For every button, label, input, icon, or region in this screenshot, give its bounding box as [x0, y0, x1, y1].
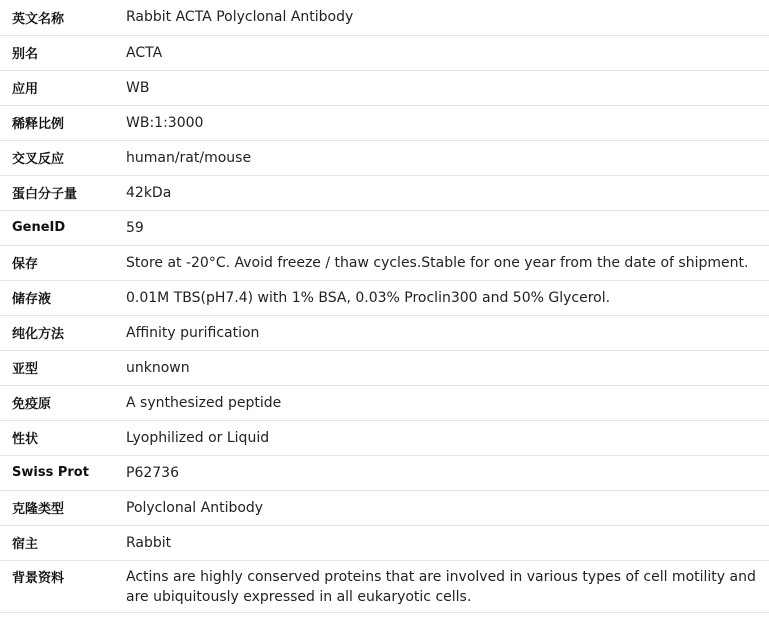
- spec-label: 交叉反应: [0, 140, 126, 175]
- spec-label: 宿主: [0, 525, 126, 560]
- spec-label: 储存液: [0, 280, 126, 315]
- spec-value: unknown: [126, 350, 769, 385]
- spec-value: Affinity purification: [126, 315, 769, 350]
- spec-label: 纯化方法: [0, 315, 126, 350]
- spec-value: Rabbit: [126, 525, 769, 560]
- spec-label: 克隆类型: [0, 490, 126, 525]
- spec-value: human/rat/mouse: [126, 140, 769, 175]
- spec-label: Swiss Prot: [0, 455, 126, 490]
- spec-row-host: [0, 525, 769, 560]
- spec-value: A synthesized peptide: [126, 385, 769, 420]
- spec-row-reactivity: [0, 140, 769, 175]
- spec-value: Polyclonal Antibody: [126, 490, 769, 525]
- spec-label: 蛋白分子量: [0, 175, 126, 210]
- spec-label: 英文名称: [0, 0, 126, 35]
- spec-row-isotype: [0, 350, 769, 385]
- spec-value: P62736: [126, 455, 769, 490]
- spec-value: WB: [126, 70, 769, 105]
- spec-value: 42kDa: [126, 175, 769, 210]
- spec-row-english-name: [0, 0, 769, 35]
- spec-row-immunogen: [0, 385, 769, 420]
- spec-label: 稀释比例: [0, 105, 126, 140]
- spec-row-form: [0, 420, 769, 455]
- spec-row-molecular-weight: [0, 175, 769, 210]
- spec-row-background: [0, 560, 769, 612]
- spec-value: ACTA: [126, 35, 769, 70]
- spec-row-storage: [0, 245, 769, 280]
- spec-row-swiss-prot: [0, 455, 769, 490]
- spec-label: 应用: [0, 70, 126, 105]
- spec-row-clonality: [0, 490, 769, 525]
- spec-row-application: [0, 70, 769, 105]
- spec-value: Store at -20°C. Avoid freeze / thaw cycles.Stable for one year from the date of shipment.: [126, 245, 769, 280]
- spec-label: GeneID: [0, 210, 126, 245]
- spec-label: 别名: [0, 35, 126, 70]
- spec-value: Actins are highly conserved proteins that are involved in various types of cell motility and are ubiquitously expressed in all eukaryotic cells.: [126, 560, 769, 612]
- spec-row-buffer: [0, 280, 769, 315]
- spec-value: Lyophilized or Liquid: [126, 420, 769, 455]
- spec-value: 0.01M TBS(pH7.4) with 1% BSA, 0.03% Proclin300 and 50% Glycerol.: [126, 280, 769, 315]
- spec-row-alias: [0, 35, 769, 70]
- spec-label: 背景资料: [0, 560, 126, 612]
- spec-label: 免疫原: [0, 385, 126, 420]
- spec-value: WB:1:3000: [126, 105, 769, 140]
- spec-row-purification: [0, 315, 769, 350]
- spec-label: 性状: [0, 420, 126, 455]
- spec-label: 亚型: [0, 350, 126, 385]
- spec-row-dilution: [0, 105, 769, 140]
- spec-label: 保存: [0, 245, 126, 280]
- spec-value: Rabbit ACTA Polyclonal Antibody: [126, 0, 769, 35]
- spec-value: 59: [126, 210, 769, 245]
- spec-row-gene-id: [0, 210, 769, 245]
